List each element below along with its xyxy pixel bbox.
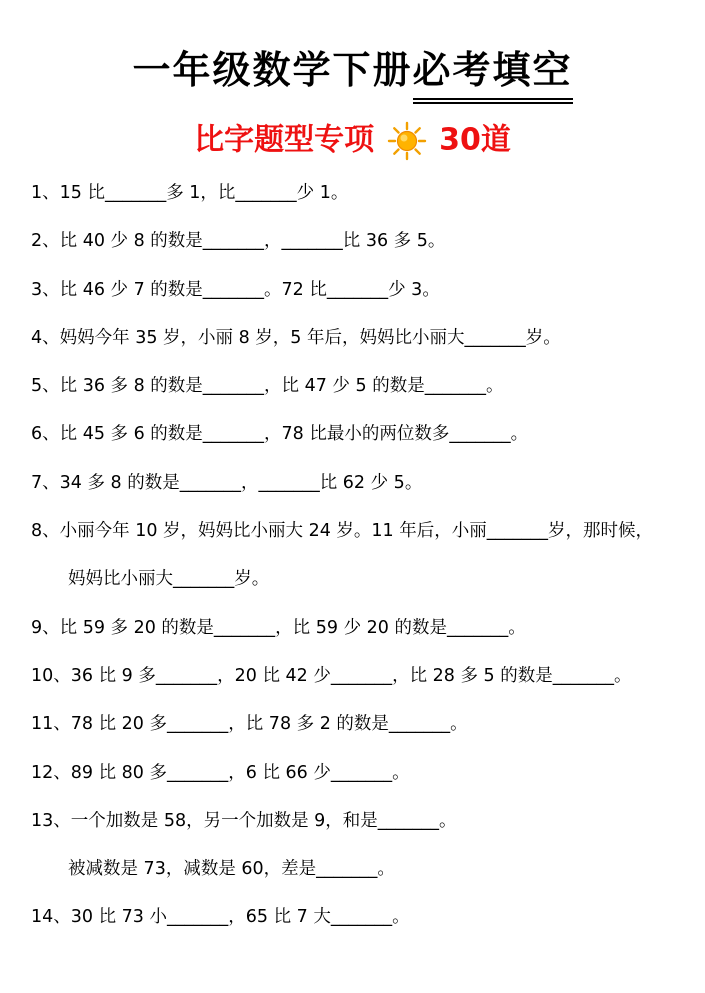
question-11: 11、78 比 20 多_______，比 78 多 2 的数是_______。 — [31, 714, 468, 735]
title-part2-underlined: 必考填空 — [413, 44, 573, 96]
question-list — [31, 181, 696, 954]
question-5: 5、比 36 多 8 的数是_______，比 47 少 5 的数是_______。 — [31, 376, 504, 397]
question-6: 6、比 45 多 6 的数是_______，78 比最小的两位数多_______。 — [31, 424, 529, 445]
question-8: 8、小丽今年 10 岁，妈妈比小丽大 24 岁。11 年后，小丽_______岁，那时候， — [31, 521, 653, 542]
question-10: 10、36 比 9 多_______，20 比 42 少_______，比 28 多 5 的数是_______。 — [31, 665, 632, 686]
question-2: 2、比 40 少 8 的数是_______，_______比 36 多 5。 — [31, 231, 446, 252]
title-part1: 一年级数学下册 — [132, 48, 413, 92]
question-12: 12、89 比 80 多_______，6 比 66 少_______。 — [31, 762, 410, 783]
question-3: 3、比 46 少 7 的数是_______。72 比_______少 3。 — [31, 279, 440, 300]
question-9: 9、比 59 多 20 的数是_______，比 59 少 20 的数是_______。 — [31, 617, 526, 638]
subtitle-part1: 比字题型专项 — [194, 122, 375, 158]
page-title — [0, 44, 705, 96]
question-4: 4、妈妈今年 35 岁，小丽 8 岁，5 年后，妈妈比小丽大_______岁。 — [31, 327, 561, 348]
subtitle — [0, 116, 705, 165]
question-13-continued: 被减数是 73，减数是 60，差是_______。 — [68, 859, 395, 880]
question-8-continued: 妈妈比小丽大_______岁。 — [68, 569, 270, 590]
question-14: 14、30 比 73 小_______，65 比 7 大_______。 — [31, 907, 410, 928]
question-1: 1、15 比_______多 1，比_______少 1。 — [31, 183, 349, 203]
sun-icon — [387, 121, 427, 161]
subtitle-part2: 30道 — [439, 122, 511, 158]
question-7: 7、34 多 8 的数是_______，_______比 62 少 5。 — [31, 472, 423, 493]
question-13: 13、一个加数是 58，另一个加数是 9，和是_______。 — [31, 810, 457, 831]
